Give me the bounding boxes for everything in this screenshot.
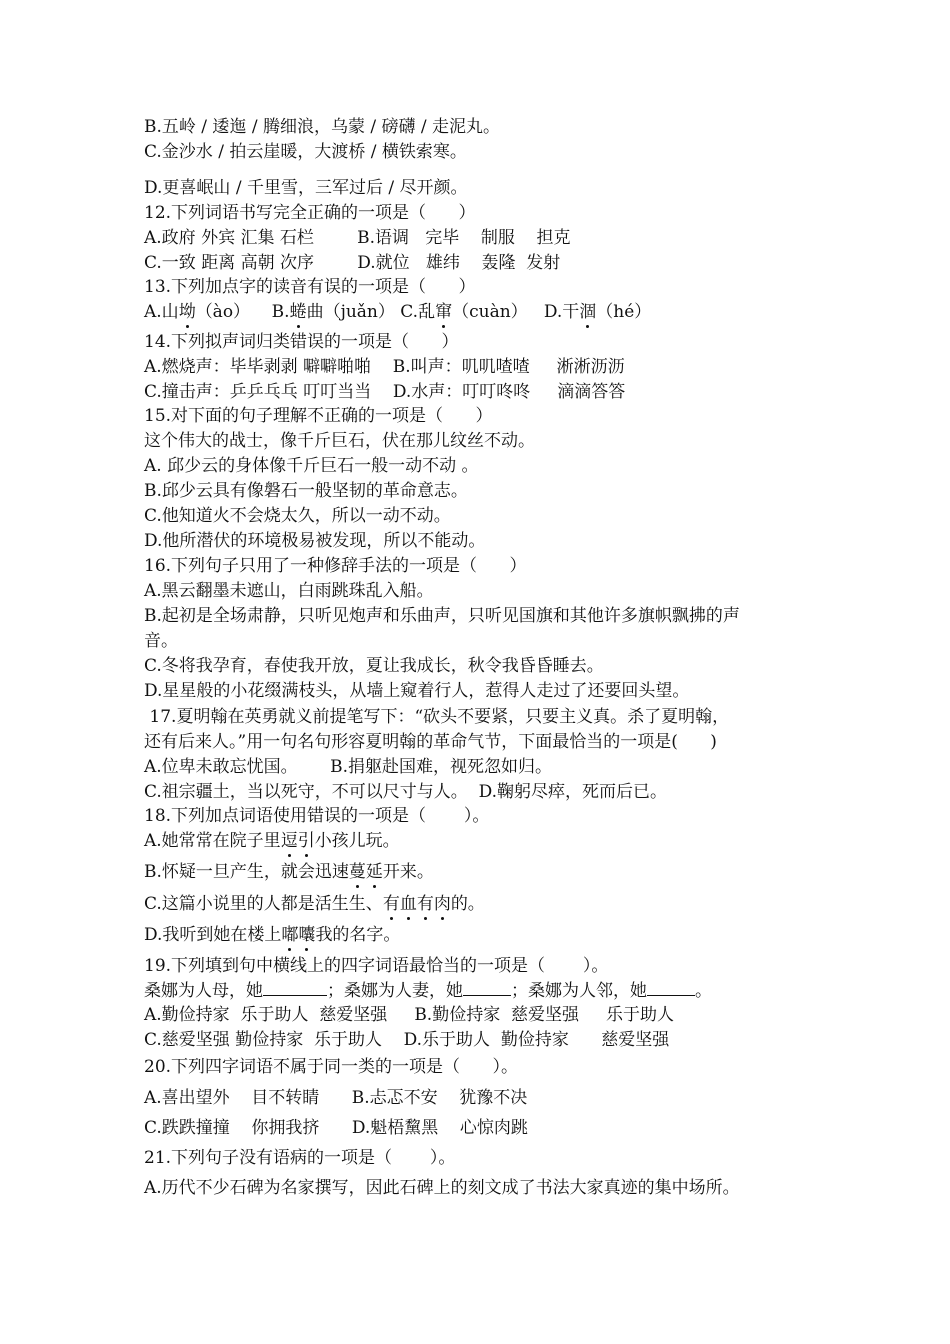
q20-stem: 20.下列四字词语不属于同一类的一项是（ ）。 [144,1057,518,1077]
q18-c-text-end: 的。 [450,894,485,914]
q15-stem: 15.对下面的句子理解不正确的一项是（ ） [144,406,493,426]
q18-option-c [144,893,485,915]
q14-options-ab: A.燃烧声：毕毕剥剥 噼噼啪啪 B.叫声：叽叽喳喳 淅淅沥沥 [144,357,625,377]
q18-a-dotted-char: 逗 [280,831,298,851]
q16-stem: 16.下列句子只用了一种修辞手法的一项是（ ） [144,556,527,576]
q13-b-dotted-char: 蜷 [289,302,307,322]
q13-a-dotted-char: 坳 [178,302,196,322]
q20-options-ab: A.喜出望外 目不转睛 B.忐忑不安 犹豫不决 [144,1088,528,1108]
q18-a-dotted-char: 引 [297,831,315,851]
q21-stem: 21.下列句子没有语病的一项是（ ）。 [144,1148,456,1168]
q17-stem-line1: 17.夏明翰在英勇就义前提笔写下：“砍头不要紧，只要主义真。杀了夏明翰， [144,707,730,727]
q11-option-d: D.更喜岷山 / 千里雪，三军过后 / 尽开颜。 [144,178,468,198]
q18-c-dotted-char: 有 [416,894,434,914]
q13-c-dotted-char: 窜 [435,302,453,322]
q18-d-text-end: 我的名字。 [315,925,401,945]
q13-b-reading: 曲（juǎn） C.乱 [306,302,436,322]
q19-sentence-part: ；桑娜为人邻，她 [511,981,647,1001]
q16-option-c: C.冬将我孕育，春使我开放，夏让我成长，秋令我昏昏睡去。 [144,656,604,676]
q15-option-a: A. 邱少云的身体像千斤巨石一般一动不动 。 [144,456,479,476]
q15-option-b: B.邱少云具有像磐石一般坚韧的革命意志。 [144,481,468,501]
q12-stem: 12.下列词语书写完全正确的一项是（ ） [144,203,476,223]
q14-options-cd: C.撞击声：乒乒乓乓 叮叮当当 D.水声：叮叮咚咚 滴滴答答 [144,382,626,402]
q16-option-b-line2: 音。 [144,631,178,651]
q13-options [144,301,651,323]
q16-option-d: D.星星般的小花缀满枝头，从墙上窥着行人，惹得人走过了还要回头望。 [144,681,690,701]
q12-options-cd: C.一致 距离 高朝 次序 D.就位 雄纬 轰隆 发射 [144,253,561,273]
q13-a-text: A.山 [144,302,179,322]
q18-d-dotted-char: 嘟 [281,925,299,945]
q18-option-a [144,830,400,852]
q18-c-dotted-char: 肉 [433,894,451,914]
q15-option-d: D.他所潜伏的环境极易被发现，所以不能动。 [144,531,486,551]
q14-stem: 14.下列拟声词归类错误的一项是（ ） [144,332,459,352]
q13-stem: 13.下列加点字的读音有误的一项是（ ） [144,277,476,297]
q16-option-a: A.黑云翻墨未遮山，白雨跳珠乱入船。 [144,581,434,601]
q12-options-ab: A.政府 外宾 汇集 石栏 B.语调 完毕 制服 担克 [144,228,571,248]
q21-option-a: A.历代不少石碑为名家撰写，因此石碑上的刻文成了书法大家真迹的集中场所。 [144,1178,740,1198]
q18-b-text: B.怀疑一旦产生，就会迅速 [144,862,349,882]
q18-c-dotted-char: 有 [382,894,400,914]
q15-option-c: C.他知道火不会烧太久，所以一动不动。 [144,506,451,526]
q19-blank [263,979,327,996]
q18-c-text: C.这篇小说里的人都是活生生、 [144,894,383,914]
q18-c-dotted-char: 血 [399,894,417,914]
q16-option-b-line1: B.起初是全场肃静，只听见炮声和乐曲声，只听见国旗和其他许多旗帜飘拂的声 [144,606,740,626]
q18-option-b [144,861,434,883]
q19-sentence-part: 桑娜为人母，她 [144,981,263,1001]
q15-sentence: 这个伟大的战士，像千斤巨石，伏在那儿纹丝不动。 [144,431,535,451]
q19-options-ab: A.勤俭持家 乐于助人 慈爱坚强 B.勤俭持家 慈爱坚强 乐于助人 [144,1005,675,1025]
q18-b-text-end: 开来。 [382,862,434,882]
q19-sentence-part: ；桑娜为人妻，她 [327,981,463,1001]
q19-blank [463,979,511,996]
q18-b-dotted-char: 蔓 [348,862,366,882]
q17-options-ab: A.位卑未敢忘忧国。 B.捐躯赴国难，视死忽如归。 [144,757,552,777]
q19-sentence [144,979,712,1002]
q18-b-dotted-char: 延 [365,862,383,882]
q18-a-text-end: 小孩儿玩。 [314,831,400,851]
q13-d-reading: （hé） [596,302,652,322]
q19-blank [647,979,695,996]
q20-options-cd: C.跌跌撞撞 你拥我挤 D.魁梧黧黑 心惊肉跳 [144,1118,528,1138]
q19-stem: 19.下列填到句中横线上的四字词语最恰当的一项是（ ）。 [144,956,609,976]
q13-c-reading: （cuàn） D.干 [452,302,580,322]
q13-d-dotted-char: 涸 [579,302,597,322]
q18-option-d [144,924,400,946]
q18-a-text: A.她常常在院子里 [144,831,281,851]
q19-sentence-end: 。 [695,981,712,1001]
q18-stem: 18.下列加点词语使用错误的一项是（ ）。 [144,806,490,826]
q17-options-cd: C.祖宗疆土，当以死守，不可以尺寸与人。 D.鞠躬尽瘁，死而后已。 [144,782,668,802]
q18-d-dotted-char: 囔 [298,925,316,945]
q13-a-reading: （ào） B. [195,302,290,322]
q19-options-cd: C.慈爱坚强 勤俭持家 乐于助人 D.乐于助人 勤俭持家 慈爱坚强 [144,1030,670,1050]
q18-d-text: D.我听到她在楼上 [144,925,282,945]
q11-option-b: B.五岭 / 逶迤 / 腾细浪，乌蒙 / 磅礴 / 走泥丸。 [144,117,501,137]
q11-option-c: C.金沙水 / 拍云崖暖，大渡桥 / 横铁索寒。 [144,142,467,162]
q17-stem-line2: 还有后来人。”用一句名句形容夏明翰的革命气节，下面最恰当的一项是( ) [144,732,717,752]
